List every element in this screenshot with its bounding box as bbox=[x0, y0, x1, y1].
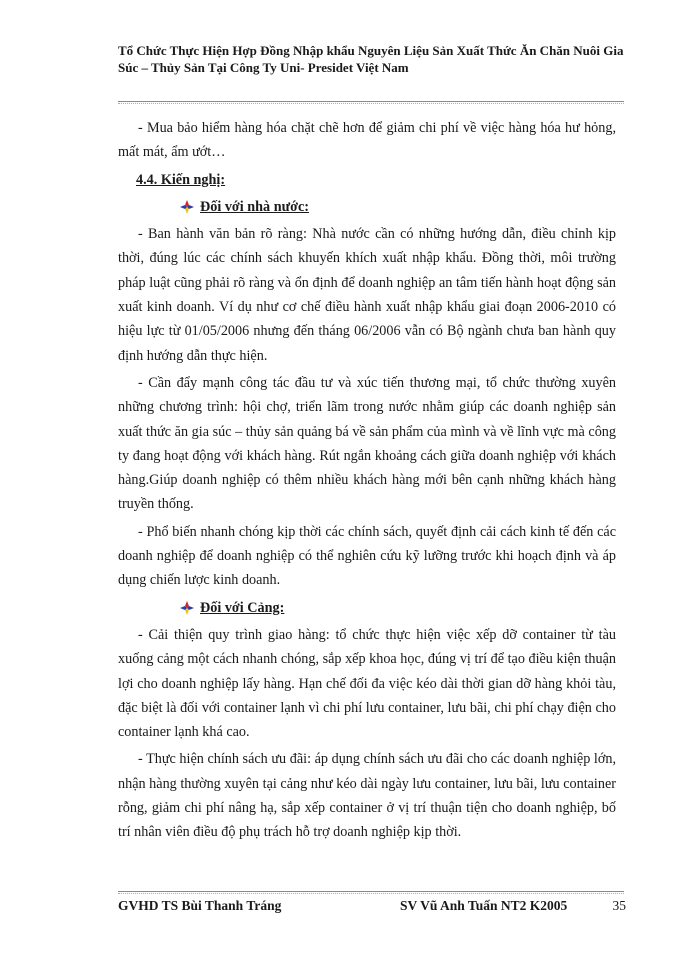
state-paragraph-2: - Cần đẩy mạnh công tác đầu tư và xúc tiến thương mại, tổ chức thường xuyên những chương trình: hội chợ, triển lãm trong nước nhằm giúp các doanh nghiệp sản xuất thức ăn gia súc – thủy sản quảng bá về sản phẩm của mình và về lĩnh vực mà công ty đang hoạt động với khách hàng. Rút ngắn khoảng cách giữa doanh nghiệp với khách hàng.Giúp doanh nghiệp có thêm nhiều khách hàng mới bên cạnh những khách hàng truyền thống. bbox=[118, 374, 616, 513]
subheading-state-label: Đối với nhà nước: bbox=[200, 198, 309, 215]
header-title: Tổ Chức Thực Hiện Hợp Đồng Nhập khẩu Nguyên Liệu Sản Xuất Thức Ăn Chăn Nuôi Gia Súc – Thủy Sản Tại Công Ty Uni- Presidet Việt Nam bbox=[118, 43, 624, 75]
footer-divider-dotted bbox=[118, 893, 624, 894]
page-header bbox=[118, 42, 628, 76]
port-paragraph-1: - Cải thiện quy trình giao hàng: tổ chức thực hiện việc xếp dỡ container từ tàu xuống cảng một cách nhanh chóng, sắp xếp khoa học, đúng vị trí để tạo điều kiện thuận lợi cho doanh nghiệp lấy hàng. Hạn chế đối đa việc kéo dài thời gian dỡ hàng khỏi tàu, đặc biệt là đối với container lạnh vì chi phí lưu container, lưu bãi, chi phí chạy điện cho container lạnh khá cao. bbox=[118, 626, 616, 741]
page-footer bbox=[118, 898, 628, 914]
document-body bbox=[118, 116, 616, 848]
header-divider-dotted bbox=[118, 103, 624, 104]
four-point-arrow-bullet-icon bbox=[180, 200, 194, 214]
intro-paragraph: - Mua bảo hiểm hàng hóa chặt chẽ hơn để giảm chi phí về việc hàng hóa hư hỏng, mất mát, ẩm ướt… bbox=[118, 120, 616, 161]
state-paragraph-3: - Phổ biến nhanh chóng kịp thời các chính sách, quyết định cải cách kinh tế đến các doanh nghiệp để doanh nghiệp có thể nghiên cứu kỹ lưỡng trước khi hoạch định và áp dụng chiến lược kinh doanh. bbox=[118, 523, 616, 589]
header-divider bbox=[118, 101, 624, 102]
subheading-state bbox=[180, 195, 616, 219]
footer-student: SV Vũ Anh Tuấn NT2 K2005 bbox=[400, 898, 568, 913]
port-paragraph-2: - Thực hiện chính sách ưu đãi: áp dụng chính sách ưu đãi cho các doanh nghiệp lớn, nhận hàng thường xuyên tại cảng như kéo dài ngày lưu container, lưu bãi, lưu container rỗng, giảm chi phí nâng hạ, sắp xếp container ở vị trí thuận tiện cho doanh nghiệp, bố trí nhân viên điều độ phụ trách hỗ trợ doanh nghiệp kịp thời. bbox=[118, 751, 616, 841]
footer-advisor: GVHD TS Bùi Thanh Tráng bbox=[118, 898, 282, 913]
subheading-port bbox=[180, 596, 616, 620]
section-title: 4.4. Kiến nghị: bbox=[136, 171, 226, 188]
subheading-port-label: Đối với Cảng: bbox=[200, 599, 285, 616]
page-number: 35 bbox=[612, 898, 626, 913]
four-point-arrow-bullet-icon bbox=[180, 601, 194, 615]
footer-divider bbox=[118, 891, 624, 892]
state-paragraph-1: - Ban hành văn bản rõ ràng: Nhà nước cần có những hướng dẫn, điều chỉnh kịp thời, đúng lúc các chính sách khuyến khích xuất nhập khẩu. Đồng thời, môi trường pháp luật cũng phải rõ ràng và ổn định để doanh nghiệp an tâm tiến hành hoạt động sản xuất kinh doanh. Ví dụ như cơ chế điều hành xuất nhập khẩu giai đoạn 2006-2010 có hiệu lực từ 01/05/2006 nhưng đến tháng 06/2006 vẫn có Bộ ngành chưa ban hành quy định hướng dẫn thực hiện. bbox=[118, 226, 616, 364]
